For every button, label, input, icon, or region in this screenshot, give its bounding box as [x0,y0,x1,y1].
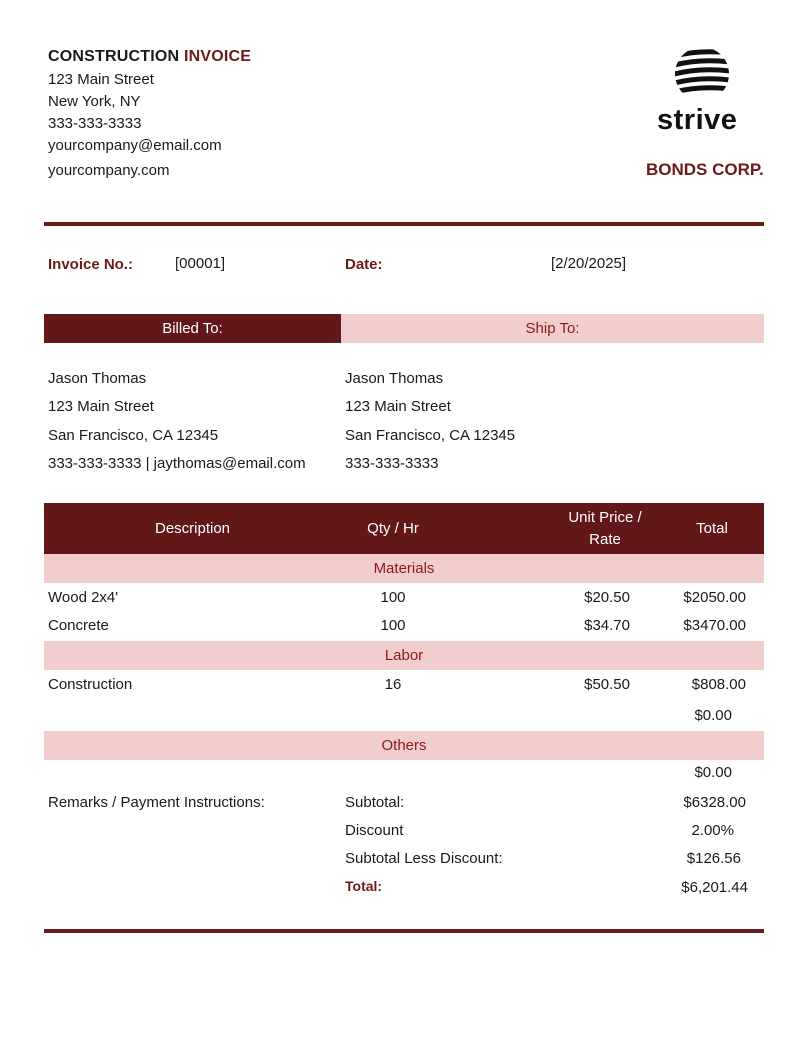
remarks-label: Remarks / Payment Instructions: [48,794,265,811]
logo-text: strive [657,104,738,136]
row-qty: 100 [380,589,406,606]
col-total: Total [696,519,728,537]
section-others: Others [44,731,764,760]
total-label: Total: [345,878,383,894]
billed-to-contact: 333-333-3333 | jaythomas@email.com [48,455,306,472]
company-website: yourcompany.com [48,162,170,179]
ship-to-header: Ship To: [341,314,764,343]
row-qty: 16 [384,676,402,693]
row-total: $808.00 [691,676,746,693]
company-phone: 333-333-3333 [48,115,142,132]
date-label: Date: [345,256,383,273]
document-title [48,48,251,66]
strive-logo-icon [672,44,732,104]
row-total: $0.00 [694,707,732,724]
company-email: yourcompany@email.com [48,137,222,154]
row-rate: $50.50 [584,676,630,693]
total-value: $6,201.44 [681,879,748,896]
billed-to-city: San Francisco, CA 12345 [48,427,219,444]
top-divider [44,222,764,226]
subtotal-label: Subtotal: [345,794,405,811]
items-table-header [44,503,764,554]
title-accent: INVOICE [183,48,252,65]
invoice-number: [00001] [175,255,226,272]
title-prefix: CONSTRUCTION [48,48,180,65]
col-qty: Qty / Hr [367,519,419,537]
ship-to-address: 123 Main Street [345,398,451,415]
discount-value: 2.00% [691,822,734,839]
billed-to-name: Jason Thomas [48,370,147,387]
row-total: $2050.00 [683,589,746,606]
billed-to-address: 123 Main Street [48,398,154,415]
row-total: $3470.00 [683,617,746,634]
row-qty: 100 [380,617,406,634]
row-description: Wood 2x4' [48,589,119,606]
col-rate: Unit Price / Rate [568,508,642,548]
company-city: New York, NY [48,93,141,110]
row-rate: $34.70 [584,617,630,634]
subtotal-less-discount-label: Subtotal Less Discount: [345,850,503,867]
row-description: Concrete [48,617,109,634]
ship-to-city: San Francisco, CA 12345 [345,427,516,444]
col-description: Description [154,519,231,537]
invoice-date: [2/20/2025] [551,255,627,272]
ship-to-name: Jason Thomas [345,370,444,387]
row-total: $0.00 [694,764,732,781]
subtotal-value: $6328.00 [683,794,746,811]
bottom-divider [44,929,764,933]
row-rate: $20.50 [584,589,630,606]
ship-to-contact: 333-333-3333 [345,455,439,472]
invoice-number-label: Invoice No.: [48,256,134,273]
section-materials: Materials [44,554,764,583]
subtotal-less-discount-value: $126.56 [686,850,741,867]
row-description: Construction [48,676,133,693]
billed-to-header: Billed To: [44,314,341,343]
company-address: 123 Main Street [48,71,154,88]
section-labor: Labor [44,641,764,670]
company-name: BONDS CORP. [646,160,764,179]
discount-label: Discount [345,822,404,839]
